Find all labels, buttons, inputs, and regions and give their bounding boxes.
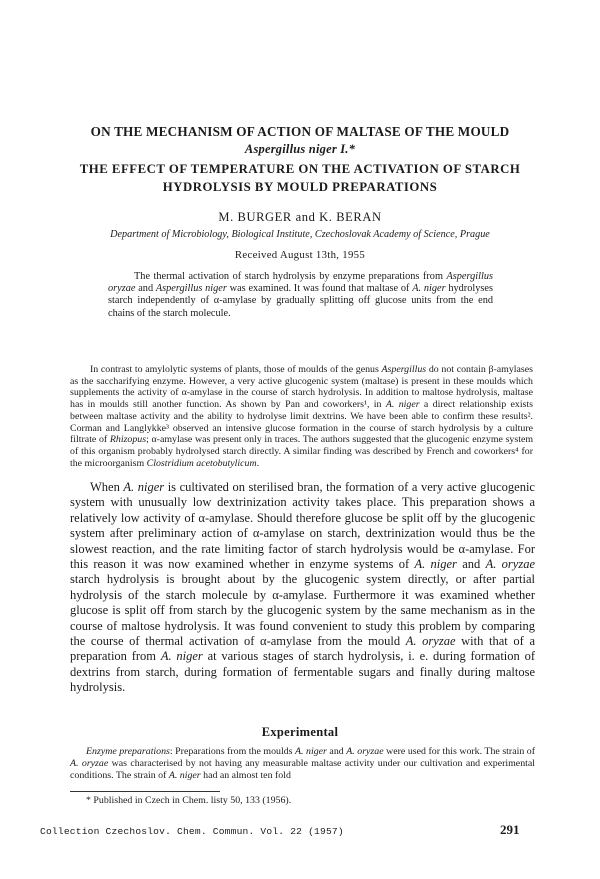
- experimental-paragraph: Enzyme preparations: Preparations from the moulds A. niger and A. oryzae were used for this work. The strain of A. oryzae was characterised by not having any measurable maltase activity under our cultivation and experimental conditions. The strain of A. niger had an almost ten fold: [70, 746, 536, 782]
- author-list: M. BURGER and K. BERAN: [218, 210, 382, 224]
- article-title-line-1: ON THE MECHANISM OF ACTION OF MALTASE OF THE MOULD: [90, 124, 510, 139]
- introduction-paragraph: In contrast to amylolytic systems of plants, those of moulds of the genus Aspergillus do not contain β-amylases as the saccharifying enzyme. However, a very active glucogenic system (maltase) is present in these moulds which supplements the activity of α-amylase in the course of starch hydrolysis. In addition to maltose hydrolysis, maltase has in moulds still another function. As shown by Pan and coworkers¹, in A. niger a direct relationship exists between maltase activity and the ability to hydrolyse limit dextrins. We have been able to confirm these results². Corman and Langlykke³ observed an intensive glucose formation in the course of starch hydrolysis by a culture filtrate of Rhizopus; α-amylase was present only in traces. The authors suggested that the glucogenic enzyme system of this organism probably hydrolysed starch directly. A similar finding was described by French and coworkers⁴ for the microorganism Clostridium acetobutylicum.: [70, 364, 534, 469]
- main-body-paragraph: When A. niger is cultivated on sterilised bran, the formation of a very active glucogenic system with unusually low dextrinization activity takes place. This preparation shows a relatively low activity of α-amylase. Should therefore glucose be split off by the glucogenic system after preliminary action of α-amylase on starch, dextrinization would thus be the slowest reaction, and the rate limiting factor of starch hydrolysis would be α-amylase. For this reason it was now examined whether in enzyme systems of A. niger and A. oryzae starch hydrolysis is brought about by the glucogenic system directly, or after partial hydrolysis of the starch molecule by α-amylase. Furthermore it was examined whether glucose is split off from starch by the glucogenic system by the same mechanism as in the course of maltose hydrolysis. It was found convenient to study this problem by comparing the course of thermal activation of α-amylase from the mould A. oryzae with that of a preparation from A. niger at various stages of starch hydrolysis, i. e. during formation of dextrins from starch, during formation of fermentable sugars and finally during maltose hydrolysis.: [70, 480, 535, 695]
- journal-citation: Collection Czechoslov. Chem. Commun. Vol. 22 (1957): [40, 826, 344, 837]
- page-number: 291: [500, 822, 520, 837]
- received-date: Received August 13th, 1955: [234, 249, 366, 261]
- abstract-paragraph: The thermal activation of starch hydrolysis by enzyme preparations from Aspergillus oryzae and Aspergillus niger was examined. It was found that maltase of A. niger hydrolyses starch independently of α-amylase by gradually splitting off glucose units from the end chains of the starch molecule.: [108, 271, 493, 319]
- author-affiliation: Department of Microbiology, Biological Institute, Czechoslovak Academy of Science, Prague: [110, 229, 490, 240]
- article-subtitle-line-1: THE EFFECT OF TEMPERATURE ON THE ACTIVATION OF STARCH: [79, 162, 521, 176]
- article-title-species: Aspergillus niger I.*: [244, 142, 356, 156]
- footnote: * Published in Czech in Chem. listy 50, 133 (1956).: [86, 795, 292, 806]
- footnote-divider: [70, 791, 220, 792]
- article-subtitle-line-2: HYDROLYSIS BY MOULD PREPARATIONS: [162, 180, 438, 194]
- section-heading-experimental: Experimental: [261, 725, 339, 739]
